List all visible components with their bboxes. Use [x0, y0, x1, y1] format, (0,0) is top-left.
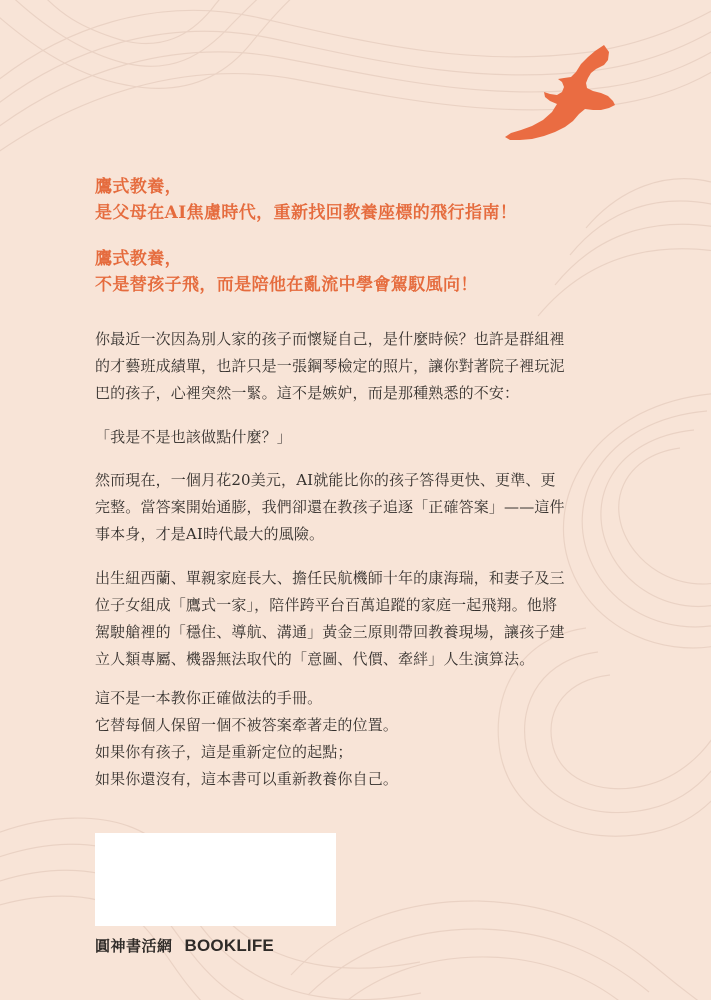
- paragraph-5-line: 如果你有孩子，這是重新定位的起點；: [95, 743, 353, 761]
- headline-1-line-2: 是父母在AI焦慮時代，重新找回教養座標的飛行指南！: [95, 203, 518, 224]
- paragraph-5-line: 它替每個人保留一個不被答案牽著走的位置。: [95, 716, 399, 734]
- paragraph-1-line: 的才藝班成績單，也許只是一張鋼琴檢定的照片，讓你對著院子裡玩泥: [95, 357, 565, 375]
- headline-block-1: [95, 174, 517, 227]
- paragraph-1: [95, 326, 616, 407]
- paragraph-1-line: 巴的孩子，心裡突然一緊。這不是嫉妒，而是那種熟悉的不安：: [95, 384, 520, 402]
- paragraph-1-line: 你最近一次因為別人家的孩子而懷疑自己，是什麼時候？也許是群組裡: [95, 330, 565, 348]
- quote-paragraph: [95, 424, 616, 451]
- paragraph-5-line: 如果你還沒有，這本書可以重新教養你自己。: [95, 770, 399, 788]
- publisher-name-chinese: 圓神書活網: [95, 937, 173, 955]
- paragraph-3: [95, 467, 616, 548]
- quote-line: 「我是不是也該做點什麼？」: [95, 428, 292, 446]
- paragraph-4-line: 駕駛艙裡的「穩住、導航、溝通」黃金三原則帶回教養現場，讓孩子建: [95, 623, 565, 641]
- headline-1-line-1: 鷹式教養，: [95, 177, 182, 197]
- paragraph-4-line: 立人類專屬、機器無法取代的「意圖、代價、牽絆」人生演算法。: [95, 650, 535, 668]
- headline-2-line-2: 不是替孩子飛，而是陪他在亂流中學會駕馭風向！: [95, 275, 478, 296]
- paragraph-4: [95, 565, 616, 673]
- publisher-name-english: BOOKLIFE: [184, 935, 274, 955]
- paragraph-5: [95, 685, 616, 793]
- paragraph-4-line: 位子女組成「鷹式一家」，陪伴跨平台百萬追蹤的家庭一起飛翔。他將: [95, 596, 558, 614]
- barcode-placeholder: [95, 833, 336, 926]
- paragraph-3-line: 事本身，才是AI時代最大的風險。: [95, 525, 325, 543]
- eagle-silhouette-icon: [505, 44, 620, 144]
- paragraph-4-line: 出生紐西蘭、單親家庭長大、擔任民航機師十年的康海瑞，和妻子及三: [95, 569, 565, 587]
- publisher-logo: [95, 935, 274, 956]
- headline-2-line-1: 鷹式教養，: [95, 249, 182, 269]
- paragraph-3-line: 然而現在，一個月花20美元，AI就能比你的孩子答得更快、更準、更: [95, 471, 556, 489]
- paragraph-3-line: 完整。當答案開始通膨，我們卻還在教孩子追逐「正確答案」——這件: [95, 498, 565, 516]
- headline-block-2: [95, 246, 478, 299]
- paragraph-5-line: 這不是一本教你正確做法的手冊。: [95, 689, 323, 707]
